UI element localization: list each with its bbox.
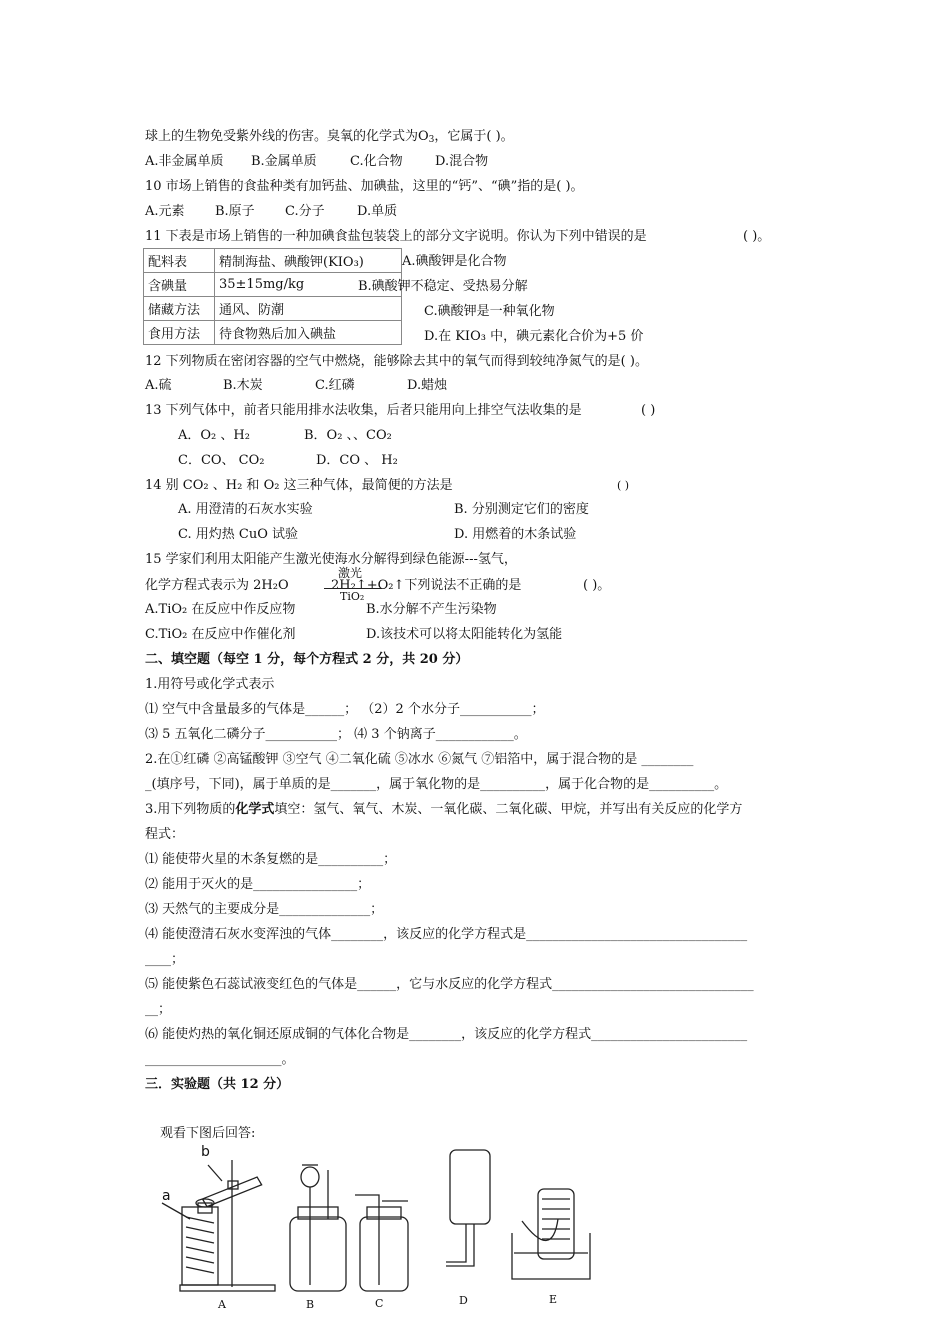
section-2-heading: 二、填空题（每空 1 分，每个方程式 2 分，共 20 分） (145, 652, 469, 667)
apparatus-d (446, 1150, 490, 1266)
q13-option-d: D．CO 、 H₂ (316, 453, 398, 468)
q9-option-b: B.金属单质 (251, 154, 317, 169)
fill-q3-item4-cont: ____； (145, 952, 185, 967)
q13-stem: 13 下列气体中，前者只能用排水法收集，后者只能用向上排空气法收集的是 ( ) (145, 403, 656, 418)
fill-q3-stem: 3.用下列物质的化学式填空：氢气、氧气、木炭、一氧化碳、二氧化碳、甲烷，并写出有关反应的化学方 (145, 802, 743, 817)
q13-option-c: C．CO、 CO₂ (178, 453, 265, 468)
q14-option-c: C. 用灼热 CuO 试验 (178, 527, 298, 542)
figure-label-A: A (218, 1298, 226, 1311)
fill-q1-part3: ⑶ 5 五氧化二磷分子___________； ⑷ 3 个钠离子____________。 (145, 727, 527, 742)
section-3-heading: 三．实验题（共 12 分） (145, 1077, 290, 1092)
q11-option-b: B.碘酸钾不稳定、受热易分解 (358, 279, 528, 294)
apparatus-e (512, 1189, 590, 1279)
q15-option-c: C.TiO₂ 在反应中作催化剂 (145, 627, 296, 642)
q9-option-a: A.非金属单质 (145, 154, 224, 169)
q11-option-d: D.在 KIO₃ 中，碘元素化合价为+5 价 (424, 329, 644, 344)
q15-laser-condition: 激光 (338, 566, 363, 580)
fill-q3-item3: ⑶ 天然气的主要成分是______________； (145, 902, 384, 917)
q15-option-d: D.该技术可以将太阳能转化为氢能 (366, 627, 563, 642)
q15-stem: 15 学家们利用太阳能产生激光使海水分解得到绿色能源---氢气， (145, 552, 517, 567)
fill-q3-item6: ⑹ 能使灼热的氧化铜还原成铜的气体化合物是________，该反应的化学方程式________________________ (145, 1027, 748, 1042)
fill-q3-item4: ⑷ 能使澄清石灰水变浑浊的气体________，该反应的化学方程式是__________________________________ (145, 927, 748, 942)
q10-option-c: C.分子 (285, 204, 325, 219)
fill-q3-stem-cont: 程式： (145, 827, 185, 842)
apparatus-b (290, 1165, 346, 1291)
q11-option-c: C.碘酸钾是一种氧化物 (424, 304, 555, 319)
figure-label-b: b (201, 1144, 210, 1160)
fill-q2-line2: _(填序号，下同)，属于单质的是_______，属于氧化物的是__________，属于化合物的是__________。 (145, 777, 728, 792)
fill-q1-part1: ⑴ 空气中含量最多的气体是______； （2）2 个水分子___________； (145, 702, 545, 717)
q9-option-c: C.化合物 (350, 154, 403, 169)
lab-apparatus-figure (150, 1145, 600, 1320)
figure-label-B: B (306, 1298, 315, 1311)
fill-q3-item5-cont: __； (145, 1002, 172, 1017)
q12-option-d: D.蜡烛 (407, 378, 448, 393)
apparatus-a (162, 1160, 275, 1291)
q12-options (145, 378, 448, 394)
salt-label-table (143, 248, 402, 345)
fill-q2-line1: 2.在①红磷 ②高锰酸钾 ③空气 ④二氧化硫 ⑤冰水 ⑥氮气 ⑦铝箔中，属于混合物的是 ________ (145, 752, 694, 767)
figure-label-a: a (162, 1188, 171, 1204)
q12-option-b: B.木炭 (223, 378, 263, 393)
fill-q3-item5: ⑸ 能使紫色石蕊试液变红色的气体是______，它与水反应的化学方程式_______________________________ (145, 977, 754, 992)
q12-option-c: C.红磷 (315, 378, 355, 393)
q12-stem: 12 下列物质在密闭容器的空气中燃烧，能够除去其中的氧气而得到较纯净氮气的是( )。 (145, 354, 648, 369)
q10-option-b: B.原子 (215, 204, 255, 219)
q10-option-d: D.单质 (357, 204, 398, 219)
q14-option-a: A. 用澄清的石灰水实验 (178, 502, 313, 517)
table-row: 储藏方法 通风、防潮 (144, 297, 402, 321)
q15-option-b: B.水分解不产生污染物 (366, 602, 497, 617)
fill-q3-item1: ⑴ 能使带火星的木条复燃的是__________； (145, 852, 397, 867)
q13-option-a: A．O₂ 、H₂ (178, 428, 250, 443)
q9-option-d: D.混合物 (435, 154, 489, 169)
apparatus-c (355, 1195, 408, 1291)
table-row: 食用方法 待食物熟后加入碘盐 (144, 321, 402, 345)
table-row: 配料表 精制海盐、碘酸钾(KIO₃) (144, 249, 402, 273)
fill-q3-item6-cont: _____________________。 (145, 1052, 295, 1067)
figure-label-C: C (375, 1297, 384, 1310)
q14-stem: 14 别 CO₂ 、H₂ 和 O₂ 这三种气体，最简便的方法是 ( ) (145, 478, 630, 493)
figure-caption: 观看下图后回答: (160, 1126, 256, 1141)
q14-option-b: B. 分别测定它们的密度 (454, 502, 589, 517)
fill-q3-item2: ⑵ 能用于灭火的是________________； (145, 877, 371, 892)
q15-option-a: A.TiO₂ 在反应中作反应物 (145, 602, 296, 617)
table-row: 含碘量 35±15mg/kg (144, 273, 402, 297)
q9-options (145, 154, 489, 170)
q10-options (145, 204, 398, 220)
figure-label-E: E (549, 1293, 558, 1306)
q13-option-b: B．O₂ 、、CO₂ (304, 428, 392, 443)
q9-stem-tail: 球上的生物免受紫外线的伤害。臭氧的化学式为$O_3$，它属于( )。 (145, 129, 514, 145)
q15-catalyst: TiO₂ (340, 590, 365, 603)
q15-equation: 化学方程式表示为 2H₂O 2H₂↑+O₂↑下列说法不正确的是 ( )。 (145, 578, 611, 593)
q10-stem: 10 市场上销售的食盐种类有加钙盐、加碘盐，这里的“钙”、“碘”指的是( )。 (145, 179, 584, 194)
q11-option-a: A.碘酸钾是化合物 (402, 254, 507, 269)
figure-label-D: D (459, 1294, 468, 1307)
q10-option-a: A.元素 (145, 204, 185, 219)
q14-option-d: D. 用燃着的木条试验 (454, 527, 577, 542)
fill-q1-stem: 1.用符号或化学式表示 (145, 677, 275, 692)
q11-stem: 11 下表是市场上销售的一种加碘食盐包装袋上的部分文字说明。你认为下列中错误的是 ( )。 (145, 229, 771, 244)
q12-option-a: A.硫 (145, 378, 172, 393)
